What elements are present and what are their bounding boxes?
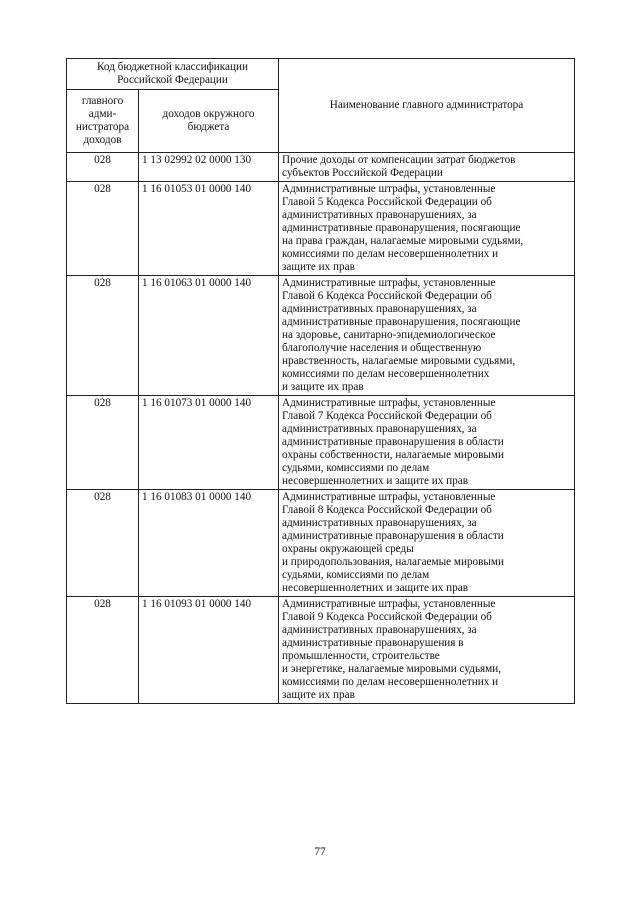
page-number: 77 [314,846,326,858]
name-text-line: охраны собственности, налагаемые мировыми [282,449,504,461]
admin-code-cell: 028 [67,490,139,597]
name-text-line: несовершеннолетних и защите их прав [282,475,469,487]
name-text-line: охраны окружающей среды [282,543,414,555]
header-administrator-name: Наименование главного администратора [279,59,575,153]
name-text-line: административные правонарушения в области [282,530,504,542]
name-text-line: несовершеннолетних и защите их прав [282,582,469,594]
table-row [67,182,575,276]
table-row [67,490,575,597]
name-text-line: Административные штрафы, установленные [282,183,496,195]
name-text-line: промышленности, строительстве [282,650,440,662]
administrator-name-cell [279,182,575,276]
name-text-line: административных правонарушениях, за [282,624,477,636]
name-text-line: благополучие населения и общественную [282,342,482,354]
income-code-cell: 1 16 01063 01 0000 140 [139,276,279,396]
administrator-name-cell [279,597,575,704]
administrator-name-cell [279,276,575,396]
name-text-line: комиссиями по делам несовершеннолетних и [282,676,499,688]
budget-classification-table [66,58,575,704]
administrator-name-cell [279,490,575,597]
name-text-line: судьями, комиссиями по делам [282,569,430,581]
table-body [67,153,575,704]
admin-code-cell: 028 [67,597,139,704]
table-row [67,597,575,704]
income-code-cell: 1 16 01073 01 0000 140 [139,396,279,490]
admin-code-cell: 028 [67,182,139,276]
name-text-line: и природопользования, налагаемые мировыми [282,556,504,568]
administrator-name-cell [279,153,575,182]
header-income-code: доходов окружного бюджета [139,90,279,153]
name-text-line: административные правонарушения, посягающие [282,222,521,234]
name-text-line: на здоровье, санитарно-эпидемиологическое [282,329,496,341]
name-text-line: административных правонарушениях, за [282,517,477,529]
name-text-line: Административные штрафы, установленные [282,397,496,409]
name-text-line: Главой 8 Кодекса Российской Федерации об [282,504,492,516]
name-text-line: и энергетике, налагаемые мировыми судьями, [282,663,502,675]
name-text-line: Главой 7 Кодекса Российской Федерации об [282,410,492,422]
header-classification-code: Код бюджетной классификации Российской Федерации [67,59,279,90]
name-text-line: комиссиями по делам несовершеннолетних и [282,248,499,260]
income-code-cell: 1 13 02992 02 0000 130 [139,153,279,182]
name-text-line: защите их прав [282,689,355,701]
name-text-line: Прочие доходы от компенсации затрат бюджетов [282,154,516,166]
table-row [67,153,575,182]
header-row-group [67,59,575,90]
name-text-line: нравственность, налагаемые мировыми судьями, [282,355,516,367]
income-code-cell: 1 16 01093 01 0000 140 [139,597,279,704]
income-code-cell: 1 16 01053 01 0000 140 [139,182,279,276]
name-text-line: Главой 6 Кодекса Российской Федерации об [282,290,492,302]
name-text-line: административных правонарушениях, за [282,209,477,221]
name-text-line: защите их прав [282,261,355,273]
administrator-name-cell [279,396,575,490]
name-text-line: Главой 9 Кодекса Российской Федерации об [282,611,492,623]
name-text-line: на права граждан, налагаемые мировыми судьями, [282,235,524,247]
table-row [67,396,575,490]
name-text-line: Административные штрафы, установленные [282,277,496,289]
name-text-line: Главой 5 Кодекса Российской Федерации об [282,196,492,208]
name-text-line: и защите их прав [282,381,364,393]
name-text-line: субъектов Российской Федерации [282,167,443,179]
income-code-cell: 1 16 01083 01 0000 140 [139,490,279,597]
name-text-line: комиссиями по делам несовершеннолетних [282,368,490,380]
name-text-line: административных правонарушениях, за [282,423,477,435]
admin-code-cell: 028 [67,396,139,490]
admin-code-cell: 028 [67,276,139,396]
name-text-line: Административные штрафы, установленные [282,491,496,503]
name-text-line: административных правонарушениях, за [282,303,477,315]
name-text-line: судьями, комиссиями по делам [282,462,430,474]
header-admin-code: главного адми-нистратора доходов [67,90,139,153]
admin-code-cell: 028 [67,153,139,182]
name-text-line: административные правонарушения в области [282,436,504,448]
name-text-line: административные правонарушения в [282,637,464,649]
table-row [67,276,575,396]
name-text-line: Административные штрафы, установленные [282,598,496,610]
name-text-line: административные правонарушения, посягающие [282,316,521,328]
